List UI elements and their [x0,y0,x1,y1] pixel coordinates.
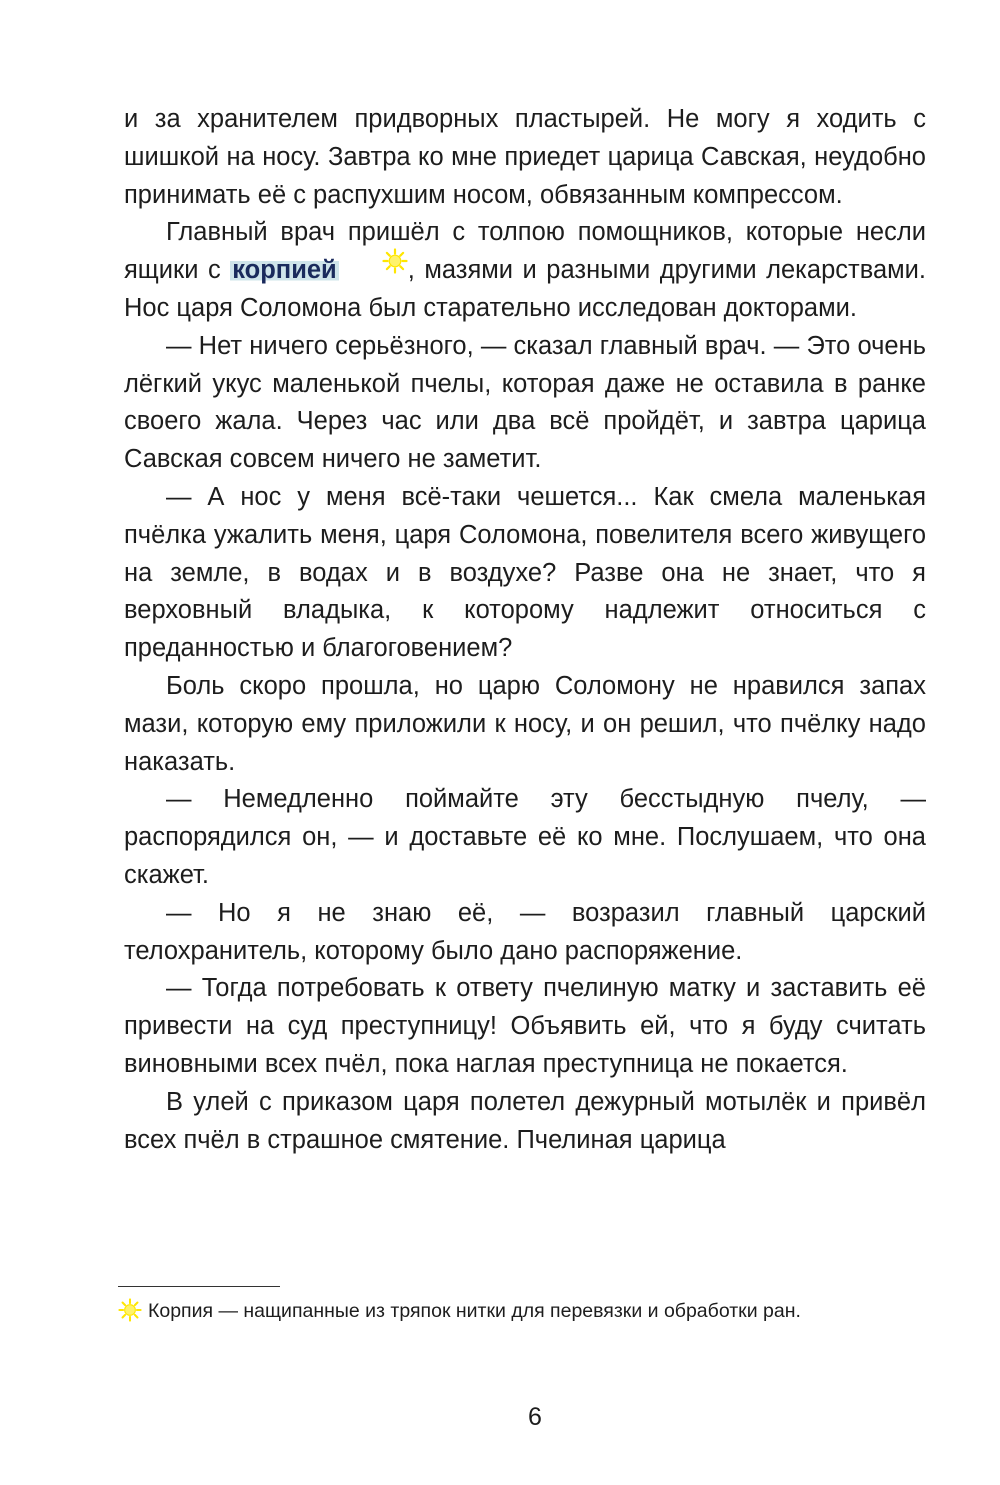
paragraph-8: — Тогда потребовать к ответу пчелиную матку и заставить её привести на суд преступницу! Объявить ей, что я буду считать виновными всех пчёл, пока наглая преступница не покается. [124,974,926,1078]
page-number: 6 [528,1403,542,1431]
paragraph-4: — А нос у меня всё-таки чешется... Как смела маленькая пчёлка ужалить меня, царя Соломона, повелителя всего живущего на земле, в водах и в воздухе? Разве она не знает, что я верховный владыка, к которому надлежит относиться с преданностью и благоговением? [124,482,926,663]
glossary-term-korpiya[interactable]: корпией [232,256,337,285]
paragraph-5: Боль скоро прошла, но царю Соломону не нравился запах мази, которую ему приложили к носу, и он решил, что пчёлку надо наказать. [124,671,926,776]
paragraph-2 [124,214,926,327]
paragraph-7: — Но я не знаю её, — возразил главный царский телохранитель, которому было дано распоряжение. [124,898,926,965]
body-text [124,101,926,1159]
paragraph-3: — Нет ничего серьёзного, — сказал главный врач. — Это очень лёгкий укус маленькой пчелы, которая даже не оставила в ранке своего жала. Через час или два всё пройдёт, и завтра царица Савская совсем ничего не заметит. [124,331,926,474]
sun-icon [340,248,408,286]
paragraph-9: В улей с приказом царя полетел дежурный мотылёк и привёл всех пчёл в страшное смятение. Пчелиная царица [124,1087,926,1154]
sun-icon [118,1298,142,1331]
paragraph-6: — Немедленно поймайте эту бесстыдную пчелу, — распорядился он, — и доставьте её ко мне. Послушаем, что она скажет. [124,785,926,889]
footnote-divider [118,1286,280,1287]
footnote-text: Корпия — нащипанные из тряпок нитки для перевязки и обработки ран. [148,1300,801,1322]
paragraph-2-start: Главный врач пришёл с толпою помощников, которые несли ящики с [124,218,926,285]
paragraph-1: и за хранителем придворных пластырей. Не могу я ходить с шишкой на носу. Завтра ко мне приедет царица Савская, неудобно принимать её с распухшим носом, обвязанным компрессом. [124,105,926,209]
paragraph-2-end: , мазями и разными другими лекарствами. Нос царя Соломона был старательно исследован докторами. [124,256,926,322]
footnote [118,1296,921,1331]
